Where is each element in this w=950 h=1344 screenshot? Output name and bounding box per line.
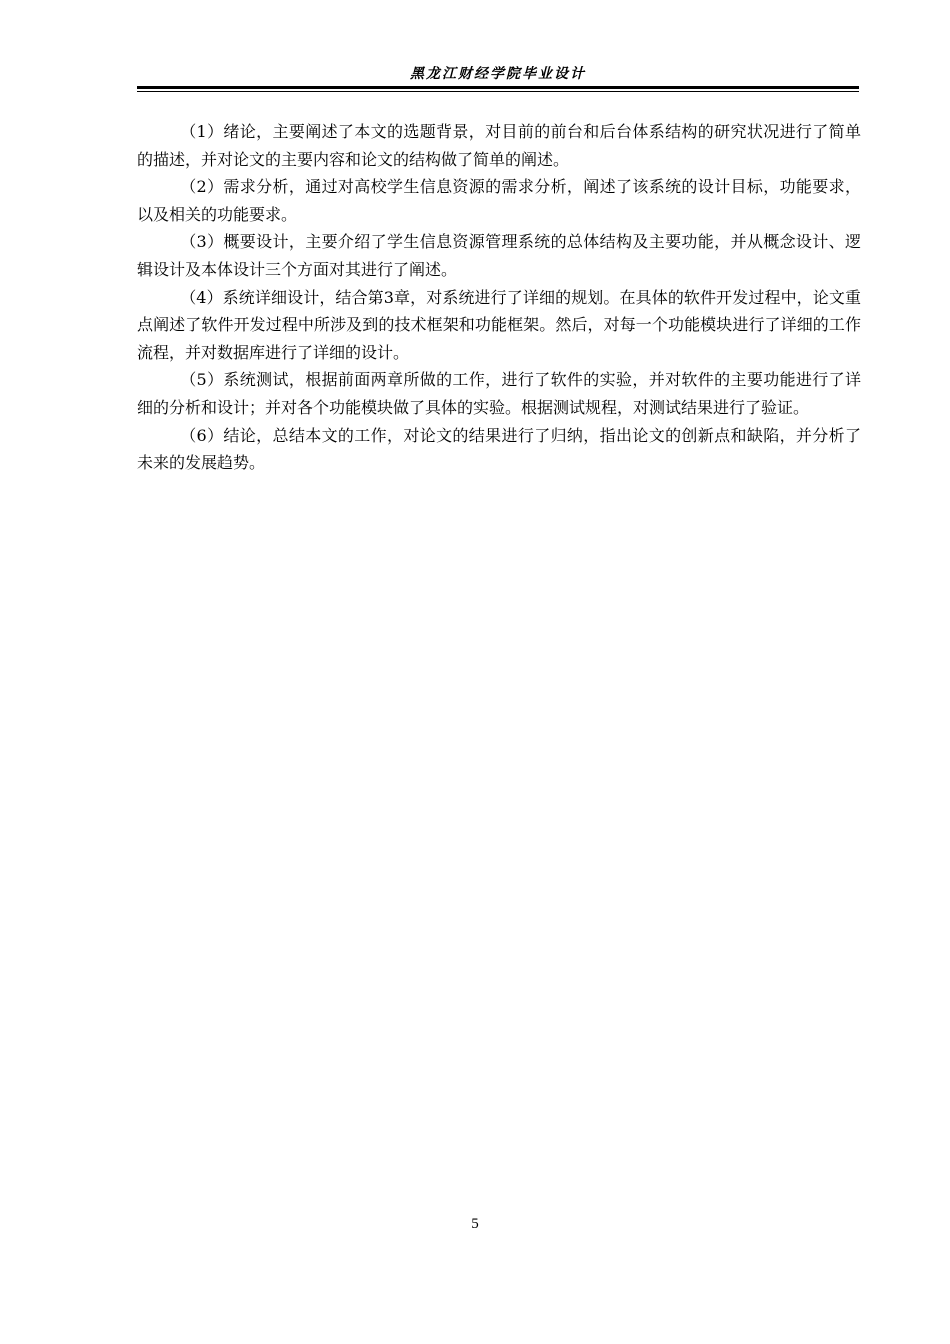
header-title: 黑龙江财经学院毕业设计 bbox=[410, 66, 586, 82]
body-text bbox=[137, 118, 861, 477]
paragraph-detailed-design: （4）系统详细设计，结合第3章，对系统进行了详细的规划。在具体的软件开发过程中，论文重点阐述了软件开发过程中所涉及到的技术框架和功能框架。然后，对每一个功能模块进行了详细的工作流程，并对数据库进行了详细的设计。 bbox=[137, 287, 861, 362]
page-header bbox=[137, 62, 859, 92]
paragraph-outline-design: （3）概要设计，主要介绍了学生信息资源管理系统的总体结构及主要功能，并从概念设计、逻辑设计及本体设计三个方面对其进行了阐述。 bbox=[137, 232, 861, 279]
header-rule-thin bbox=[137, 91, 859, 92]
paragraph-introduction: （1）绪论，主要阐述了本文的选题背景，对目前的前台和后台体系结构的研究状况进行了简单的描述，并对论文的主要内容和论文的结构做了简单的阐述。 bbox=[137, 122, 861, 169]
paragraph-system-testing: （5）系统测试，根据前面两章所做的工作，进行了软件的实验，并对软件的主要功能进行了详细的分析和设计；并对各个功能模块做了具体的实验。根据测试规程，对测试结果进行了验证。 bbox=[137, 370, 861, 417]
paragraph-requirements-analysis: （2）需求分析，通过对高校学生信息资源的需求分析，阐述了该系统的设计目标，功能要求，以及相关的功能要求。 bbox=[137, 177, 861, 224]
header-rule-thick bbox=[137, 86, 859, 89]
page-number: 5 bbox=[471, 1216, 479, 1232]
paragraph-conclusion: （6）结论，总结本文的工作，对论文的结果进行了归纳，指出论文的创新点和缺陷，并分析了未来的发展趋势。 bbox=[137, 425, 861, 473]
